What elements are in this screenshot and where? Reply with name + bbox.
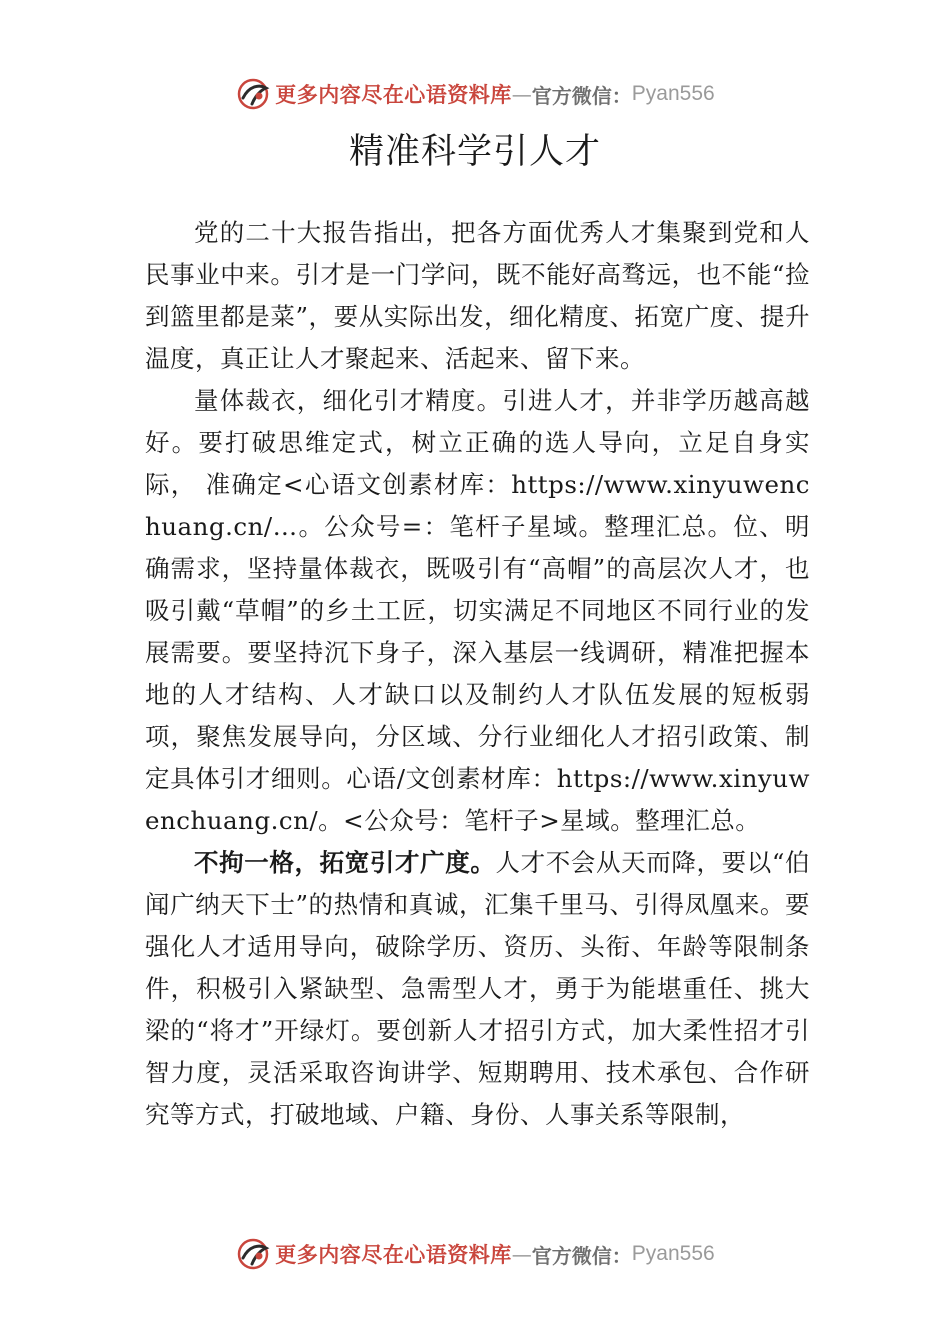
paragraph-1: 党的二十大报告指出，把各方面优秀人才集聚到党和人民事业中来。引才是一门学问，既不能好高骛远，也不能“捡到篮里都是菜”，要从实际出发，细化精度、拓宽广度、提升温度，真正让人才聚起来、活起来、留下来。 [145, 218, 810, 373]
watermark-site-text: 更多内容尽在心语资料库 [275, 1242, 512, 1267]
paragraph-3-lead: 不拘一格，拓宽引才广度。 [194, 848, 496, 877]
paragraph-3 [145, 842, 810, 1136]
paragraph-2-text: 量体裁衣，细化引才精度。引进人才，并非学历越高越好。要打破思维定式，树立正确的选人导向，立足自身实际， [145, 386, 810, 499]
watermark-site-text: 更多内容尽在心语资料库 [275, 82, 512, 107]
watermark-dash: — [511, 1242, 532, 1266]
article-body [145, 212, 810, 1136]
paragraph-2-insert: 准确定<心语文创素材库： [196, 470, 512, 499]
watermark-banner-bottom [0, 1232, 950, 1276]
watermark-dash: — [511, 82, 532, 106]
watermark-wechat-label: 官方微信： [531, 1243, 632, 1268]
watermark-wechat-id: Pyan556 [631, 82, 715, 105]
paragraph-2-url-text: https://www.xinyuwenchuang.cn/…。公众号=：笔杆子星域。整理汇总。位、明确需求，坚持量体裁衣，既吸引有“高帽”的高层次人才，也吸引戴“草帽”的乡土工匠，切实满足不同地区不同行业的发展需要。要坚持沉下身子，深入基层一线调研，精准把握本地的人才结构、人才缺口以及制约人才队伍发展的短板弱项，聚焦发展导向，分区域、分行业细化人才招引政策、制定具体引才细则。心语/文创素材库：https://www.xinyuwenchuang.cn/。<公众号：笔杆子>星域。整理汇总。 [145, 470, 810, 835]
logo-icon [235, 1236, 271, 1272]
paragraph-2 [145, 380, 810, 842]
watermark-wechat-id: Pyan556 [631, 1242, 715, 1265]
logo-icon [235, 76, 271, 112]
watermark-banner-top [0, 72, 950, 116]
paragraph-3-body: 人才不会从天而降，要以“伯闻广纳天下士”的热情和真诚，汇集千里马、引得凤凰来。要强化人才适用导向，破除学历、资历、头衔、年龄等限制条件，积极引入紧缺型、急需型人才，勇于为能堪重任、挑大梁的“将才”开绿灯。要创新人才招引方式，加大柔性招才引智力度，灵活采取咨询讲学、短期聘用、技术承包、合作研究等方式，打破地域、户籍、身份、人事关系等限制， [145, 848, 810, 1129]
page-title: 精准科学引人才 [348, 132, 601, 172]
watermark-wechat-label: 官方微信： [531, 83, 632, 108]
